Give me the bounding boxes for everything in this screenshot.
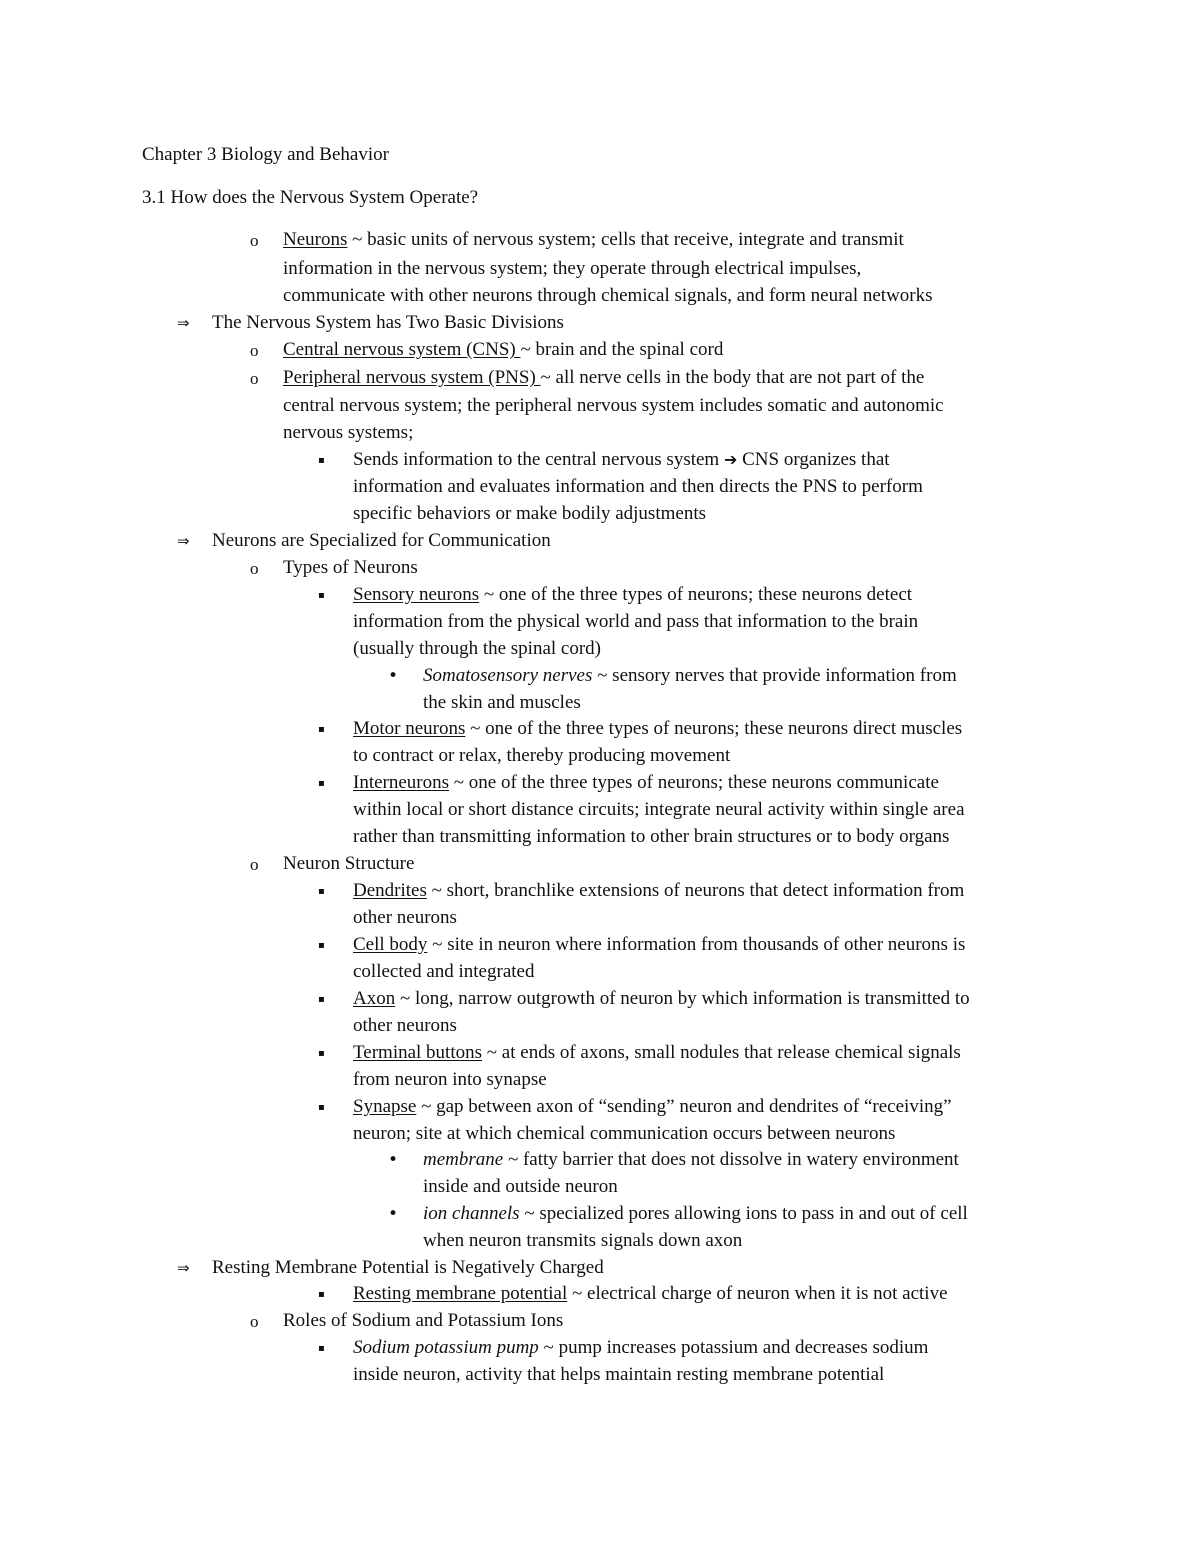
cns-line: Central nervous system (CNS) ~ brain and the spinal cord: [283, 339, 724, 360]
roles-sodium-potassium: Roles of Sodium and Potassium Ions: [283, 1310, 564, 1331]
terminal-buttons-line-1: Terminal buttons ~ at ends of axons, small nodules that release chemical signals: [353, 1042, 961, 1063]
membrane-line-2: inside and outside neuron: [423, 1176, 618, 1197]
circle-bullet: o: [250, 341, 259, 360]
term-dendrites: Dendrites: [353, 880, 427, 901]
axon-line-1: Axon ~ long, narrow outgrowth of neuron by which information is transmitted to: [353, 988, 970, 1009]
sodium-pump-line-1: Sodium potassium pump ~ pump increases potassium and decreases sodium: [353, 1337, 929, 1358]
pns-line-1: Peripheral nervous system (PNS) ~ all nerve cells in the body that are not part of the: [283, 367, 925, 388]
square-bullet: ▪: [318, 994, 325, 1005]
dendrites-line-1: Dendrites ~ short, branchlike extensions of neurons that detect information from: [353, 880, 965, 901]
arrow-bullet: ⇒: [177, 1259, 190, 1277]
square-bullet: ▪: [318, 778, 325, 789]
somatosensory-line-1: Somatosensory nerves ~ sensory nerves that provide information from: [423, 665, 957, 686]
sends-line-3: specific behaviors or make bodily adjustments: [353, 503, 706, 524]
arrow-bullet: ⇒: [177, 532, 190, 550]
synapse-line-2: neuron; site at which chemical communication occurs between neurons: [353, 1123, 896, 1144]
term-resting-membrane-potential: Resting membrane potential: [353, 1283, 568, 1304]
synapse-line-1: Synapse ~ gap between axon of “sending” neuron and dendrites of “receiving”: [353, 1096, 952, 1117]
document-title: Chapter 3 Biology and Behavior: [142, 144, 389, 165]
circle-bullet: o: [250, 559, 259, 578]
pns-line-3: nervous systems;: [283, 422, 414, 443]
term-motor-neurons: Motor neurons: [353, 718, 466, 739]
ion-channels-line-1: ion channels ~ specialized pores allowing ions to pass in and out of cell: [423, 1203, 968, 1224]
term-interneurons: Interneurons: [353, 772, 450, 793]
right-arrow-icon: ➔: [723, 450, 738, 469]
term-somatosensory: Somatosensory nerves: [423, 665, 593, 686]
term-ion-channels: ion channels: [423, 1203, 520, 1224]
terminal-buttons-line-2: from neuron into synapse: [353, 1069, 547, 1090]
term-pns: Peripheral nervous system (PNS): [283, 367, 541, 388]
square-bullet: ▪: [318, 1102, 325, 1113]
term-sensory-neurons: Sensory neurons: [353, 584, 480, 605]
term-axon: Axon: [353, 988, 396, 1009]
neurons-line-3: communicate with other neurons through chemical signals, and form neural networks: [283, 285, 933, 306]
interneurons-line-3: rather than transmitting information to other brain structures or to body organs: [353, 826, 950, 847]
sodium-pump-line-2: inside neuron, activity that helps maintain resting membrane potential: [353, 1364, 885, 1385]
square-bullet: ▪: [318, 590, 325, 601]
circle-bullet: o: [250, 1312, 259, 1331]
heading-specialized: Neurons are Specialized for Communication: [212, 530, 551, 551]
term-cell-body: Cell body: [353, 934, 428, 955]
square-bullet: ▪: [318, 455, 325, 466]
term-sodium-potassium-pump: Sodium potassium pump: [353, 1337, 539, 1358]
term-synapse: Synapse: [353, 1096, 417, 1117]
heading-two-divisions: The Nervous System has Two Basic Divisions: [212, 312, 564, 333]
pns-line-2: central nervous system; the peripheral nervous system includes somatic and autonomic: [283, 395, 944, 416]
sensory-line-1: Sensory neurons ~ one of the three types of neurons; these neurons detect: [353, 584, 913, 605]
heading-resting-potential: Resting Membrane Potential is Negatively Charged: [212, 1257, 604, 1278]
ion-channels-line-2: when neuron transmits signals down axon: [423, 1230, 743, 1251]
sends-line-2: information and evaluates information and then directs the PNS to perform: [353, 476, 923, 497]
sensory-line-2: information from the physical world and pass that information to the brain: [353, 611, 919, 632]
axon-line-2: other neurons: [353, 1015, 457, 1036]
cell-body-line-2: collected and integrated: [353, 961, 535, 982]
cell-body-line-1: Cell body ~ site in neuron where information from thousands of other neurons is: [353, 934, 966, 955]
term-cns: Central nervous system (CNS): [283, 339, 521, 360]
neuron-structure: Neuron Structure: [283, 853, 415, 874]
dot-bullet: •: [388, 666, 399, 686]
term-membrane: membrane: [423, 1149, 504, 1170]
interneurons-line-2: within local or short distance circuits; integrate neural activity within single area: [353, 799, 965, 820]
motor-line-1: Motor neurons ~ one of the three types of neurons; these neurons direct muscles: [353, 718, 963, 739]
circle-bullet: o: [250, 855, 259, 874]
square-bullet: ▪: [318, 724, 325, 735]
dendrites-line-2: other neurons: [353, 907, 457, 928]
term-neurons: Neurons: [283, 229, 348, 250]
membrane-line-1: membrane ~ fatty barrier that does not dissolve in watery environment: [423, 1149, 959, 1170]
neurons-line-1: Neurons ~ basic units of nervous system; cells that receive, integrate and transmit: [283, 229, 904, 250]
circle-bullet: o: [250, 369, 259, 388]
types-of-neurons: Types of Neurons: [283, 557, 418, 578]
square-bullet: ▪: [318, 1048, 325, 1059]
sensory-line-3: (usually through the spinal cord): [353, 638, 602, 659]
square-bullet: ▪: [318, 1343, 325, 1354]
sends-line-1: Sends information to the central nervous system ➔ CNS organizes that: [353, 449, 890, 470]
dot-bullet: •: [388, 1150, 399, 1170]
dot-bullet: •: [388, 1204, 399, 1224]
circle-bullet: o: [250, 231, 259, 250]
square-bullet: ▪: [318, 1289, 325, 1300]
motor-line-2: to contract or relax, thereby producing movement: [353, 745, 731, 766]
square-bullet: ▪: [318, 886, 325, 897]
neurons-line-2: information in the nervous system; they operate through electrical impulses,: [283, 258, 862, 279]
somatosensory-line-2: the skin and muscles: [423, 692, 581, 713]
square-bullet: ▪: [318, 940, 325, 951]
term-terminal-buttons: Terminal buttons: [353, 1042, 483, 1063]
arrow-bullet: ⇒: [177, 314, 190, 332]
interneurons-line-1: Interneurons ~ one of the three types of neurons; these neurons communicate: [353, 772, 939, 793]
resting-potential-line: Resting membrane potential ~ electrical charge of neuron when it is not active: [353, 1283, 948, 1304]
section-heading: 3.1 How does the Nervous System Operate?: [142, 187, 479, 208]
